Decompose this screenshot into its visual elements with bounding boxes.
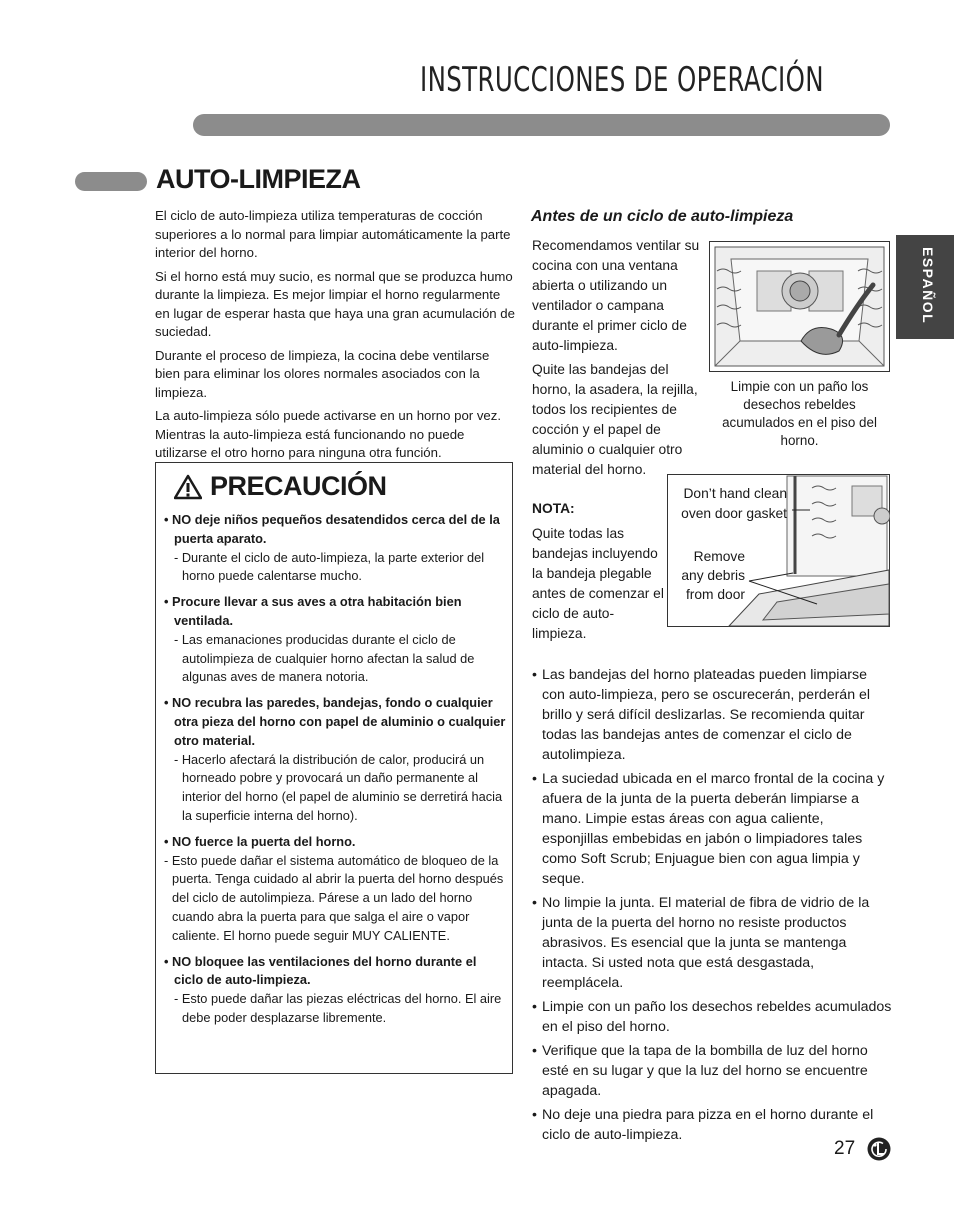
before-cycle-title: Antes de un ciclo de auto-limpieza [531, 208, 794, 225]
caution-item [164, 833, 506, 946]
caution-item [164, 593, 506, 687]
language-tab [896, 235, 954, 339]
caution-item-detail: - Esto puede dañar las piezas eléctricas del horno. El aire debe poder desplazarse libremente. [174, 991, 502, 1025]
caution-item [164, 694, 506, 826]
lg-logo-icon [867, 1137, 891, 1161]
list-item-text: Limpie con un paño los desechos rebeldes acumulados en el piso del horno. [542, 999, 892, 1035]
gasket-label: Don’t hand clean oven door gasket [681, 486, 787, 521]
list-item: • No deje una piedra para pizza en el horno durante el ciclo de auto-limpieza. [532, 1107, 874, 1143]
caution-item-title: • NO recubra las paredes, bandejas, fondo o cualquier otra pieza del horno con papel de aluminio o cualquier otro material. [164, 695, 506, 748]
caution-box [155, 462, 513, 1074]
caution-item-title: • NO deje niños pequeños desatendidos cerca del de la puerta aparato. [164, 512, 500, 546]
intro-text [155, 207, 517, 468]
note-text: Quite todas las bandejas incluyendo la bandeja plegable antes de comenzar el ciclo de auto-limpieza. [532, 526, 664, 641]
caution-heading [174, 471, 387, 502]
before-cycle-text [532, 236, 704, 484]
list-item-text: No limpie la junta. El material de fibra de vidrio de la junta de la puerta del horno no resiste productos abrasivos. Es esencial que la junta se mantenga intacta. Si usted nota que está desgastada, reemplácela. [542, 895, 870, 991]
intro-paragraph: La auto-limpieza sólo puede activarse en un horno por vez. Mientras la auto-limpieza está funcionando no puede utilizarse el otro horno para ninguna otra función. [155, 408, 502, 460]
header-bar [193, 114, 890, 136]
list-item: • Limpie con un paño los desechos rebeldes acumulados en el piso del horno. [532, 999, 892, 1035]
caution-item-detail: - Durante el ciclo de auto-limpieza, la parte exterior del horno puede calentarse mucho. [174, 549, 485, 584]
list-item: • No limpie la junta. El material de fibra de vidrio de la junta de la puerta del horno no resiste productos abrasivos. Es esencial que la junta se mantenga intacta. Si usted nota que está desgastada, reemplácela. [532, 895, 870, 991]
list-item-text: No deje una piedra para pizza en el horno durante el ciclo de auto-limpieza. [542, 1107, 874, 1143]
section-marker [75, 172, 147, 191]
list-item-text: La suciedad ubicada en el marco frontal de la cocina y afuera de la junta de la puerta deberán limpiarse a mano. Limpie estas áreas con agua caliente, esponjillas embebidas en jabón o limpiadores tales como Soft Scrub; Enjuague bien con agua limpia y seque. [542, 771, 885, 887]
list-item-text: Verifique que la tapa de la bombilla de luz del horno esté en su lugar y que la luz del horno se encuentre apagada. [542, 1043, 868, 1099]
caution-item-title: • Procure llevar a sus aves a otra habitación bien ventilada. [164, 594, 462, 628]
caution-item-detail: - Las emanaciones producidas durante el ciclo de autolimpieza de cualquier horno afectan la salud de algunas aves de manera notoria. [174, 631, 475, 685]
page-number: 27 [834, 1138, 856, 1159]
caution-item-detail: - Esto puede dañar el sistema automático de bloqueo de la puerta. Tenga cuidado al abrir la puerta del horno después del ciclo de autolimpieza. Párese a un lado del horno cuando abra la puerta para que salga el aire o vapor caliente. El horno puede seguir MUY CALIENTE. [164, 852, 504, 943]
caution-title: PRECAUCIÓN [210, 471, 387, 501]
list-item: • Verifique que la tapa de la bombilla de luz del horno esté en su lugar y que la luz del horno se encuentre apagada. [532, 1043, 868, 1099]
list-item-text: Las bandejas del horno plateadas pueden limpiarse con auto-limpieza, pero se oscurecerán, perderán el brillo y será difícil deslizarlas. Se recomienda quitar todas las bandejas antes de comenzar el ciclo de autolimpieza. [542, 667, 871, 763]
intro-paragraph: El ciclo de auto-limpieza utiliza temperaturas de cocción superiores a lo normal para limpiar automáticamente la parte interior del horno. [155, 208, 511, 260]
figure1-caption: Limpie con un paño los desechos rebeldes acumulados en el piso del horno. [722, 379, 877, 448]
cleaning-tips-list [532, 665, 892, 1149]
warning-icon [174, 474, 202, 500]
note-label: NOTA: [532, 501, 575, 516]
caution-item [164, 511, 506, 586]
caution-list [164, 511, 506, 1035]
section-title: AUTO-LIMPIEZA [156, 164, 361, 194]
caution-item-title: • NO fuerce la puerta del horno. [164, 833, 356, 849]
language-tab-label: ESPAÑOL [920, 247, 936, 325]
intro-paragraph: Si el horno está muy sucio, es normal que se produzca humo durante la limpieza. Es mejor limpiar el horno regularmente en lugar de esperar hasta que haya una gran acumulación de suciedad. [155, 268, 515, 339]
caution-item-title: • NO bloquee las ventilaciones del horno durante el ciclo de auto-limpieza. [164, 953, 477, 988]
caution-item [164, 953, 506, 1028]
before-cycle-paragraph: Quite las bandejas del horno, la asadera, la rejilla, todos los recipientes de cocción y el papel de aluminio o cualquier otro material del horno. [532, 362, 698, 477]
debris-label: Remove any debris from door [681, 549, 745, 602]
page-header-title: INSTRUCCIONES DE OPERACIÓN [420, 60, 824, 100]
list-item: • La suciedad ubicada en el marco frontal de la cocina y afuera de la junta de la puerta deberán limpiarse a mano. Limpie estas áreas con agua caliente, esponjillas embebidas en jabón o limpiadores tales como Soft Scrub; Enjuague bien con agua limpia y seque. [532, 771, 885, 887]
before-cycle-paragraph: Recomendamos ventilar su cocina con una ventana abierta o utilizando un ventilador o campana durante el primer ciclo de auto-limpieza. [532, 238, 700, 353]
list-item: • Las bandejas del horno plateadas pueden limpiarse con auto-limpieza, pero se oscurecerán, perderán el brillo y será difícil deslizarlas. Se recomienda quitar todas las bandejas antes de comenzar el ciclo de autolimpieza. [532, 667, 871, 763]
door-gasket-figure [667, 474, 890, 627]
caution-item-detail: - Hacerlo afectará la distribución de calor, producirá un horneado pobre y provocará un daño permanente al interior del horno (el papel de aluminio se derretirá hacia la superficie interna del horno). [174, 751, 503, 823]
oven-interior-illustration [709, 241, 890, 372]
intro-paragraph: Durante el proceso de limpieza, la cocina debe ventilarse bien para eliminar los olores normales asociados con la limpieza. [155, 347, 490, 400]
